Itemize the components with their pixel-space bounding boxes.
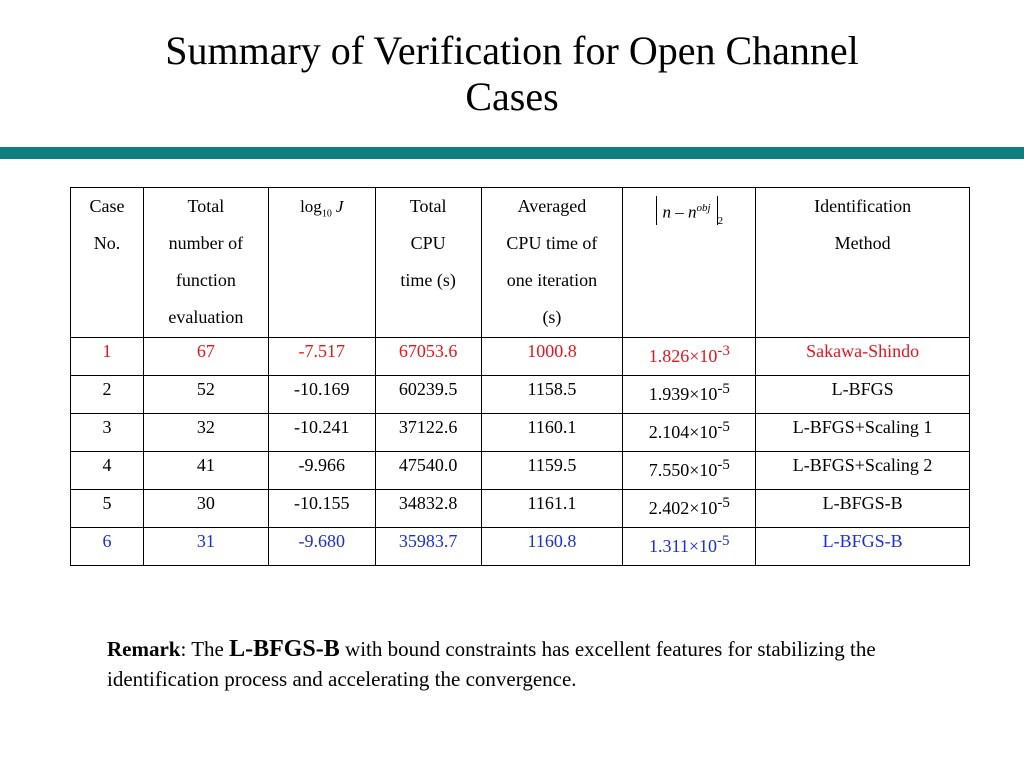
cell-case: 1 bbox=[71, 338, 144, 376]
cell-log-j: -7.517 bbox=[268, 338, 375, 376]
cell-norm: $1.311\times 10^{-5}$ bbox=[623, 528, 756, 566]
header-total-function-evaluation: Total number of function evaluation bbox=[143, 188, 268, 338]
cell-function-evaluations: 31 bbox=[143, 528, 268, 566]
cell-log-j: -10.241 bbox=[268, 414, 375, 452]
table-row bbox=[71, 528, 970, 566]
cell-cpu-time: 47540.0 bbox=[375, 452, 481, 490]
slide-title-line2: Cases bbox=[465, 74, 559, 119]
slide-title-line1: Summary of Verification for Open Channel bbox=[165, 28, 859, 73]
table-row bbox=[71, 414, 970, 452]
cell-norm: $1.826\times 10^{-3}$ bbox=[623, 338, 756, 376]
cell-function-evaluations: 67 bbox=[143, 338, 268, 376]
header-averaged-cpu-time: Averaged CPU time of one iteration (s) bbox=[481, 188, 623, 338]
header-total-cpu-time: Total CPU time (s) bbox=[375, 188, 481, 338]
table-row bbox=[71, 452, 970, 490]
cell-avg-cpu-time: 1161.1 bbox=[481, 490, 623, 528]
cell-case: 2 bbox=[71, 376, 144, 414]
cell-function-evaluations: 30 bbox=[143, 490, 268, 528]
remark-label: Remark bbox=[107, 637, 181, 661]
cell-norm: $7.550\times 10^{-5}$ bbox=[623, 452, 756, 490]
table-header-row bbox=[71, 188, 970, 338]
cell-avg-cpu-time: 1158.5 bbox=[481, 376, 623, 414]
header-log10-j: $\log_{10} J$ bbox=[268, 188, 375, 338]
remark-text: with bound constraints has excellent features for stabilizing the identification process and accelerating the convergence. bbox=[107, 637, 876, 691]
slide-title bbox=[0, 28, 1024, 120]
cell-cpu-time: 37122.6 bbox=[375, 414, 481, 452]
cell-method: Sakawa-Shindo bbox=[756, 338, 970, 376]
cell-function-evaluations: 32 bbox=[143, 414, 268, 452]
remark-paragraph bbox=[107, 634, 927, 694]
table-row bbox=[71, 490, 970, 528]
verification-table bbox=[70, 187, 970, 566]
cell-log-j: -10.155 bbox=[268, 490, 375, 528]
cell-case: 6 bbox=[71, 528, 144, 566]
table-row bbox=[71, 376, 970, 414]
remark-colon-the: : The bbox=[180, 637, 230, 661]
header-norm-n-minus-nobj: n – $n^{obj}_2$ bbox=[623, 188, 756, 338]
header-case-no: Case No. bbox=[71, 188, 144, 338]
cell-log-j: -9.680 bbox=[268, 528, 375, 566]
cell-case: 3 bbox=[71, 414, 144, 452]
cell-avg-cpu-time: 1160.1 bbox=[481, 414, 623, 452]
cell-cpu-time: 34832.8 bbox=[375, 490, 481, 528]
cell-case: 4 bbox=[71, 452, 144, 490]
cell-log-j: -9.966 bbox=[268, 452, 375, 490]
cell-method: L-BFGS-B bbox=[756, 528, 970, 566]
cell-method: L-BFGS-B bbox=[756, 490, 970, 528]
remark-method-name: L-BFGS-B bbox=[229, 636, 340, 662]
cell-norm: $2.104\times 10^{-5}$ bbox=[623, 414, 756, 452]
cell-norm: $1.939\times 10^{-5}$ bbox=[623, 376, 756, 414]
cell-cpu-time: 35983.7 bbox=[375, 528, 481, 566]
table-row bbox=[71, 338, 970, 376]
cell-case: 5 bbox=[71, 490, 144, 528]
cell-function-evaluations: 52 bbox=[143, 376, 268, 414]
cell-cpu-time: 67053.6 bbox=[375, 338, 481, 376]
cell-avg-cpu-time: 1000.8 bbox=[481, 338, 623, 376]
cell-avg-cpu-time: 1160.8 bbox=[481, 528, 623, 566]
cell-norm: $2.402\times 10^{-5}$ bbox=[623, 490, 756, 528]
cell-avg-cpu-time: 1159.5 bbox=[481, 452, 623, 490]
cell-method: L-BFGS+Scaling 1 bbox=[756, 414, 970, 452]
cell-method: L-BFGS bbox=[756, 376, 970, 414]
cell-function-evaluations: 41 bbox=[143, 452, 268, 490]
teal-divider-bar bbox=[0, 147, 1024, 159]
header-identification-method: Identification Method bbox=[756, 188, 970, 338]
cell-method: L-BFGS+Scaling 2 bbox=[756, 452, 970, 490]
cell-cpu-time: 60239.5 bbox=[375, 376, 481, 414]
cell-log-j: -10.169 bbox=[268, 376, 375, 414]
